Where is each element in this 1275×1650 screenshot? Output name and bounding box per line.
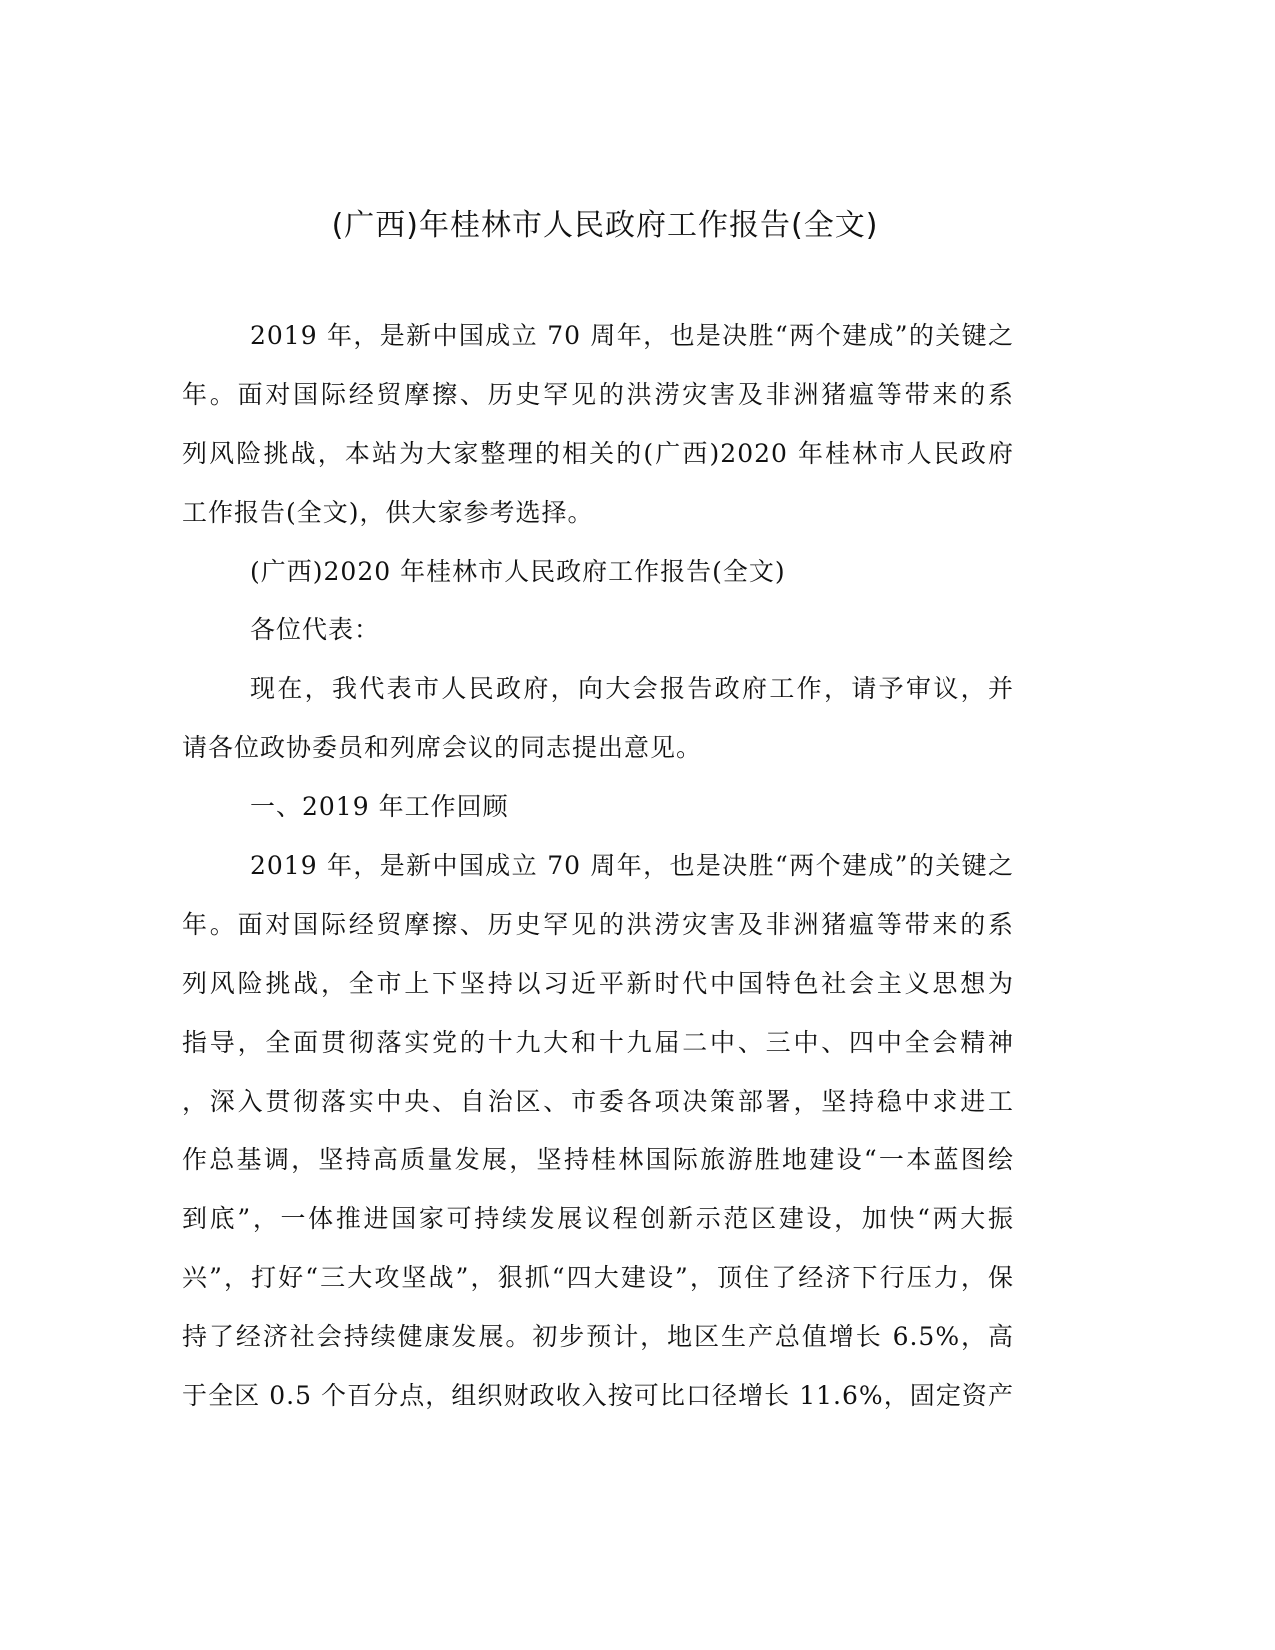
text-line: 于全区 0.5 个百分点，组织财政收入按可比口径增长 11.6%，固定资产 — [182, 1381, 1014, 1411]
text-line: 各位代表： — [250, 615, 381, 645]
text-line: 持了经济社会持续健康发展。初步预计，地区生产总值增长 6.5%，高 — [182, 1322, 1014, 1352]
text-line: 指导，全面贯彻落实党的十九大和十九届二中、三中、四中全会精神 — [182, 1027, 1014, 1057]
text-line: 作总基调，坚持高质量发展，坚持桂林国际旅游胜地建设“一本蓝图绘 — [182, 1145, 1014, 1175]
text-line: 兴”，打好“三大攻坚战”，狠抓“四大建设”，顶住了经济下行压力，保 — [182, 1263, 1014, 1293]
document-body — [182, 316, 1014, 1435]
document-title: (广西)年桂林市人民政府工作报告(全文) — [331, 208, 879, 243]
text-line: 年。面对国际经贸摩擦、历史罕见的洪涝灾害及非洲猪瘟等带来的系 — [182, 909, 1014, 939]
text-line: 到底”，一体推进国家可持续发展议程创新示范区建设，加快“两大振 — [182, 1204, 1014, 1234]
text-line: 一、2019 年工作回顾 — [250, 792, 509, 822]
text-line: 列风险挑战，全市上下坚持以习近平新时代中国特色社会主义思想为 — [182, 968, 1014, 998]
text-line: ，深入贯彻落实中央、自治区、市委各项决策部署，坚持稳中求进工 — [182, 1086, 1014, 1116]
text-line: (广西)2020 年桂林市人民政府工作报告(全文) — [250, 556, 786, 586]
text-line: 工作报告(全文)，供大家参考选择。 — [182, 497, 594, 527]
text-line: 2019 年，是新中国成立 70 周年，也是决胜“两个建成”的关键之 — [250, 851, 1014, 881]
text-line: 现在，我代表市人民政府，向大会报告政府工作，请予审议，并 — [250, 674, 1014, 704]
text-line: 年。面对国际经贸摩擦、历史罕见的洪涝灾害及非洲猪瘟等带来的系 — [182, 379, 1014, 409]
text-line: 2019 年，是新中国成立 70 周年，也是决胜“两个建成”的关键之 — [250, 321, 1014, 350]
text-line: 列风险挑战，本站为大家整理的相关的(广西)2020 年桂林市人民政府 — [182, 438, 1014, 468]
text-line: 请各位政协委员和列席会议的同志提出意见。 — [182, 733, 703, 763]
